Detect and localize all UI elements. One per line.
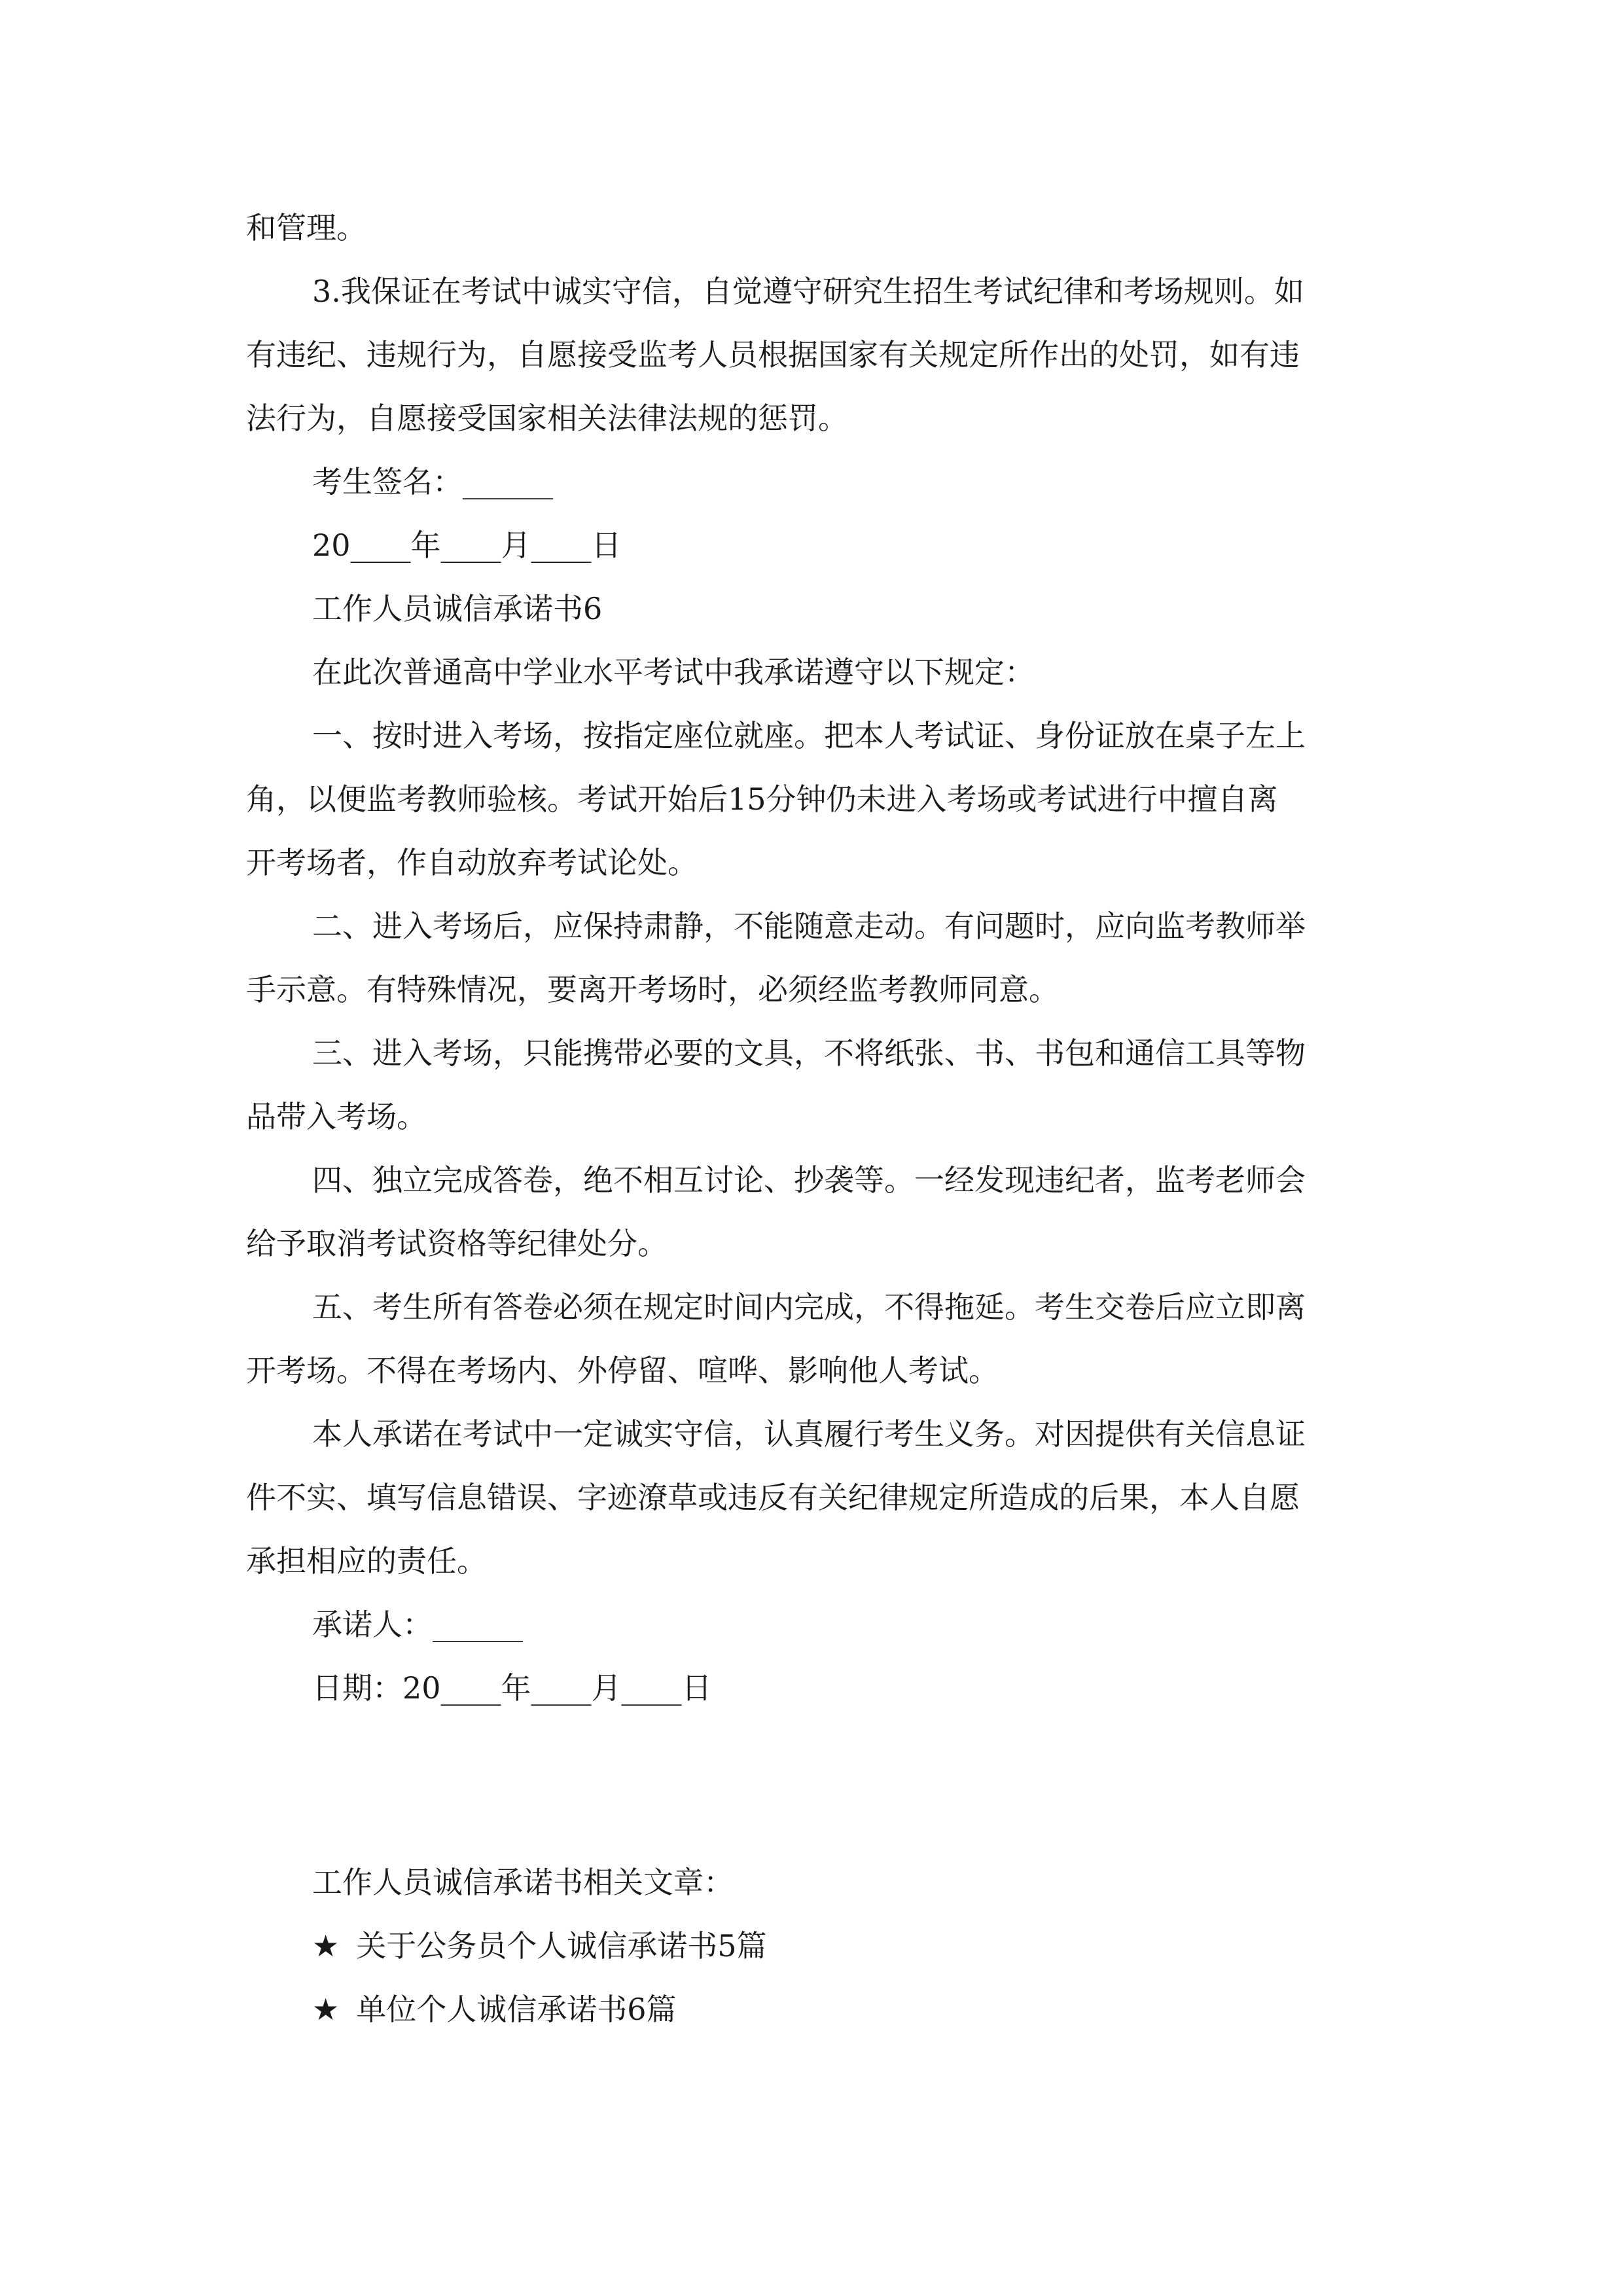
candidate-signature-line: 考生签名：______ <box>312 464 553 499</box>
paragraph-line: 二、进入考场后，应保持肃静，不能随意走动。有问题时，应向监考教师举 <box>312 908 1306 944</box>
paragraph-line: 在此次普通高中学业水平考试中我承诺遵守以下规定： <box>312 655 1035 690</box>
paragraph-line: 3.我保证在考试中诚实守信，自觉遵守研究生招生考试纪律和考场规则。如 <box>312 274 1304 309</box>
paragraph-line: 品带入考场。 <box>246 1099 427 1134</box>
star-icon: ★ <box>312 1992 340 2027</box>
paragraph-line: 法行为，自愿接受国家相关法律法规的惩罚。 <box>246 401 848 436</box>
section-title: 工作人员诚信承诺书6 <box>312 591 603 626</box>
date-line: 20____年____月____日 <box>312 528 622 563</box>
date-line: 日期：20____年____月____日 <box>312 1670 712 1706</box>
related-articles-heading: 工作人员诚信承诺书相关文章： <box>312 1865 734 1900</box>
paragraph-line: 角，以便监考教师验核。考试开始后15分钟仍未进入考场或考试进行中擅自离 <box>246 781 1278 817</box>
related-article-title[interactable]: 单位个人诚信承诺书6篇 <box>356 1992 677 2027</box>
paragraph-line: 有违纪、违规行为，自愿接受监考人员根据国家有关规定所作出的处罚，如有违 <box>246 337 1300 372</box>
spacer <box>246 1720 1378 1851</box>
paragraph-line: 手示意。有特殊情况，要离开考场时，必须经监考教师同意。 <box>246 972 1059 1007</box>
related-article-link[interactable] <box>246 1978 1378 2041</box>
promisor-signature-line: 承诺人：______ <box>312 1607 523 1642</box>
paragraph-line: 四、独立完成答卷，绝不相互讨论、抄袭等。一经发现违纪者，监考老师会 <box>312 1162 1306 1198</box>
star-icon: ★ <box>312 1928 340 1964</box>
paragraph-line: 三、进入考场，只能携带必要的文具，不将纸张、书、书包和通信工具等物 <box>312 1035 1306 1071</box>
related-article-title[interactable]: 关于公务员个人诚信承诺书5篇 <box>356 1928 767 1964</box>
paragraph-line: 承担相应的责任。 <box>246 1543 487 1579</box>
paragraph-line: 开考场。不得在考场内、外停留、喧哗、影响他人考试。 <box>246 1353 999 1388</box>
document-body <box>246 196 1378 2041</box>
paragraph-line: 给予取消考试资格等纪律处分。 <box>246 1226 668 1261</box>
paragraph-line: 件不实、填写信息错误、字迹潦草或违反有关纪律规定所造成的后果，本人自愿 <box>246 1480 1300 1515</box>
paragraph-line: 开考场者，作自动放弃考试论处。 <box>246 845 698 880</box>
related-article-link[interactable] <box>246 1914 1378 1978</box>
paragraph-line: 五、考生所有答卷必须在规定时间内完成，不得拖延。考生交卷后应立即离 <box>312 1289 1306 1325</box>
paragraph-line: 和管理。 <box>246 210 366 245</box>
paragraph-line: 一、按时进入考场，按指定座位就座。把本人考试证、身份证放在桌子左上 <box>312 718 1306 753</box>
paragraph-line: 本人承诺在考试中一定诚实守信，认真履行考生义务。对因提供有关信息证 <box>312 1416 1306 1452</box>
